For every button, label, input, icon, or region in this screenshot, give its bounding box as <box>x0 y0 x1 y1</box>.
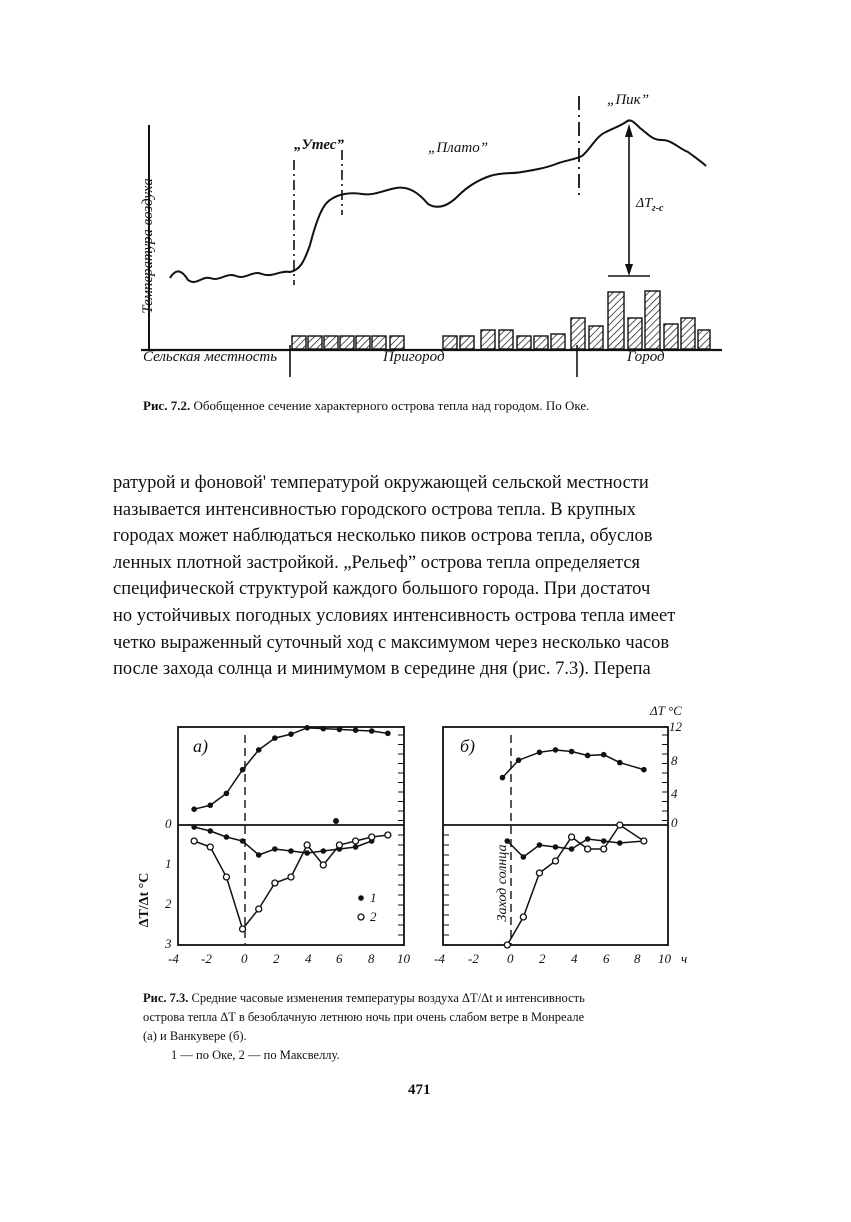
body-line: специфической структурой каждого большого города. При достаточ <box>113 579 651 600</box>
panel-a-series-line <box>194 728 388 809</box>
panel-b-point-filled <box>617 760 623 766</box>
x-tick-b: 10 <box>658 951 671 966</box>
building-bar <box>589 326 603 349</box>
panel-a-point-open <box>288 874 294 880</box>
fig73-caption-line4: 1 — по Оке, 2 — по Максвеллу. <box>171 1048 340 1062</box>
delta-t-arrow-bottom <box>625 264 633 276</box>
fig73-caption-line1 <box>143 989 743 1008</box>
fig73-caption <box>143 989 743 1065</box>
panel-b-point-filled <box>553 747 559 753</box>
panel-b-series-line <box>507 839 644 857</box>
panel-b-point-filled <box>521 854 527 860</box>
building-bar <box>517 336 531 349</box>
panel-b-point-filled <box>500 775 506 781</box>
panel-b-point-filled <box>585 836 591 842</box>
body-line: ратурой и фоновой' температурой окружающей сельской местности <box>113 473 649 493</box>
panel-a-series-line <box>194 827 372 855</box>
panel-a-point-filled <box>272 846 278 852</box>
body-line: но устойчивых погодных условиях интенсивность острова тепла имеет <box>113 605 676 626</box>
panel-a-point-filled <box>353 727 359 733</box>
panel-b-point-open <box>585 846 591 852</box>
page-number: 471 <box>408 1082 431 1098</box>
panel-b-point-open <box>641 838 647 844</box>
panel-a-point-open <box>353 838 359 844</box>
panel-b-point-filled <box>537 750 543 756</box>
panel-a-point-filled <box>240 767 246 773</box>
panel-b-point-filled <box>569 846 575 852</box>
x-tick-b: 2 <box>539 951 546 966</box>
panel-b-series-line <box>507 825 644 945</box>
panel-a-point-filled <box>369 728 375 734</box>
panel-a-point-filled <box>304 850 310 856</box>
panel-b-label: б) <box>460 736 476 756</box>
x-tick-b: -2 <box>468 951 479 966</box>
fig73-caption-text1: Средние часовые изменения температуры воздуха ΔT/Δt и интенсивность <box>191 991 585 1005</box>
sunset-label: Заход солнца <box>495 844 510 922</box>
x-tick-a: 6 <box>336 951 343 966</box>
fig73-ticks <box>398 735 668 935</box>
panel-b-point-filled <box>601 752 607 758</box>
panel-a-point-filled <box>304 725 310 731</box>
body-paragraph <box>113 470 773 683</box>
panel-b-frame <box>443 727 668 945</box>
panel-a-point-filled <box>320 848 326 854</box>
body-line: городах может наблюдаться несколько пиков острова тепла, обуслов <box>113 526 653 547</box>
x-tick-b: -4 <box>434 951 445 966</box>
label-cliff: „Утес” <box>294 137 345 153</box>
legend-2-label: 2 <box>370 909 377 924</box>
panel-a-point-open <box>336 842 342 848</box>
building-bar <box>499 330 513 349</box>
fig73-caption-line3: (а) и Ванкувере (б). <box>143 1029 247 1043</box>
panel-b-point-filled <box>641 838 647 844</box>
body-line: ленных плотной застройкой. „Рельеф” острова тепла определяется <box>113 552 641 573</box>
panel-a-point-filled <box>353 844 359 850</box>
panel-b-point-filled <box>553 844 559 850</box>
panel-a-point-filled <box>207 802 213 808</box>
panel-a-point-filled <box>288 731 294 737</box>
building-bar <box>390 336 404 349</box>
building-bar <box>698 330 710 349</box>
panel-a-point-filled <box>256 852 262 858</box>
x-tick-a: 0 <box>241 951 248 966</box>
x-tick-b: 0 <box>507 951 514 966</box>
panel-b-point-open <box>553 858 559 864</box>
label-plateau: „Плато” <box>428 140 489 156</box>
building-bar <box>356 336 370 349</box>
building-bar <box>645 291 660 349</box>
delta-t-arrow-top <box>625 124 633 137</box>
left-axis-label: ΔT/Δt °C <box>137 872 152 928</box>
left-tick-label: 0 <box>165 816 172 831</box>
delta-t-label-main: ΔT <box>636 196 653 211</box>
building-bars <box>292 291 710 349</box>
x-tick-a: -4 <box>168 951 179 966</box>
building-bar <box>340 336 354 349</box>
x-tick-a: -2 <box>201 951 212 966</box>
panel-b-point-filled <box>601 838 607 844</box>
left-tick-label: 1 <box>165 856 172 871</box>
fig73-caption-num: Рис. 7.3. <box>143 991 189 1005</box>
stray-dot <box>333 818 339 824</box>
panel-b-point-filled <box>641 767 647 773</box>
zone-label-suburb: Пригород <box>383 349 445 365</box>
fig72-caption-num: Рис. 7.2. <box>143 398 191 413</box>
building-bar <box>681 318 695 349</box>
panel-b-point-filled <box>617 840 623 846</box>
panel-b-point-filled <box>516 757 522 763</box>
panel-a-point-open <box>256 906 262 912</box>
panel-a-point-filled <box>385 731 391 737</box>
left-tick-label: 3 <box>165 936 172 951</box>
panel-b-point-open <box>520 914 526 920</box>
panel-a-point-filled <box>256 747 262 753</box>
x-tick-a: 8 <box>368 951 375 966</box>
zone-label-rural: Сельская местность <box>143 349 278 365</box>
right-tick-label: 12 <box>669 719 682 734</box>
panel-a-point-open <box>240 926 246 932</box>
fig73-series <box>191 725 647 948</box>
panel-b-point-open <box>536 870 542 876</box>
panel-a-point-open <box>385 832 391 838</box>
panel-a-point-filled <box>224 834 230 840</box>
body-line: после захода солнца и минимумом в середине дня (рис. 7.3). Перепа <box>113 659 651 680</box>
x-tick-a: 10 <box>397 951 410 966</box>
x-tick-a: 4 <box>305 951 312 966</box>
delta-t-label <box>636 196 663 214</box>
right-tick-label: 0 <box>671 815 678 830</box>
x-tick-b: 8 <box>634 951 641 966</box>
building-bar <box>372 336 386 349</box>
panel-a-series-line <box>194 835 388 929</box>
left-tick-label: 2 <box>165 896 172 911</box>
x-tick-b: 6 <box>603 951 610 966</box>
panel-a-point-filled <box>337 846 343 852</box>
panel-b-series-line <box>502 750 643 778</box>
panel-b-point-filled <box>585 753 591 759</box>
building-bar <box>481 330 495 349</box>
fig72-y-axis-label: Температура воздуха <box>140 178 156 314</box>
right-tick-label: 4 <box>671 786 678 801</box>
panel-b-point-open <box>504 942 510 948</box>
x-tick-b: 4 <box>571 951 578 966</box>
right-tick-label: 8 <box>671 753 678 768</box>
panel-a-point-filled <box>369 838 375 844</box>
x-tick-a: 2 <box>273 951 280 966</box>
legend-1-label: 1 <box>370 890 377 905</box>
legend-1-marker <box>358 895 364 901</box>
panel-a-point-filled <box>320 726 326 732</box>
fig72-caption <box>143 396 589 415</box>
panel-a-point-filled <box>224 791 230 797</box>
building-bar <box>460 336 474 349</box>
panel-b-point-filled <box>569 749 575 755</box>
right-axis-unit: ΔT °C <box>650 703 682 718</box>
building-bar <box>608 292 624 349</box>
building-bar <box>534 336 548 349</box>
panel-a-point-filled <box>191 806 197 812</box>
panel-a-point-open <box>223 874 229 880</box>
panel-a-point-open <box>304 842 310 848</box>
body-line: четко выраженный суточный ход с максимумом через несколько часов <box>113 632 670 653</box>
fig73-caption-line2: острова тепла ΔT в безоблачную летнюю ночь при очень слабом ветре в Монреале <box>143 1010 585 1024</box>
panel-a-label: а) <box>193 736 208 756</box>
panel-b-point-filled <box>537 842 543 848</box>
building-bar <box>292 336 306 349</box>
panel-a-point-open <box>369 834 375 840</box>
body-line: называется интенсивностью городского острова тепла. В крупных <box>113 499 636 520</box>
panel-a-point-filled <box>240 838 246 844</box>
fig72-caption-text: Обобщенное сечение характерного острова тепла над городом. По Оке. <box>193 398 590 413</box>
building-bar <box>628 318 642 349</box>
panel-a-point-filled <box>272 735 278 741</box>
panel-b-point-open <box>617 822 623 828</box>
building-bar <box>443 336 457 349</box>
panel-a-point-open <box>320 862 326 868</box>
panel-a-point-open <box>207 844 213 850</box>
building-bar <box>664 324 678 349</box>
building-bar <box>308 336 322 349</box>
hour-unit: ч <box>681 951 688 966</box>
panel-b-point-open <box>569 834 575 840</box>
panel-a-point-filled <box>191 824 197 830</box>
panel-a-point-filled <box>207 828 213 834</box>
panel-b-point-open <box>601 846 607 852</box>
panel-a-point-filled <box>288 848 294 854</box>
panel-a-point-open <box>272 880 278 886</box>
zone-label-city: Город <box>627 349 665 365</box>
panel-a-point-open <box>191 838 197 844</box>
building-bar <box>571 318 585 349</box>
legend-2-marker <box>358 914 364 920</box>
panel-a-point-filled <box>337 727 343 733</box>
delta-t-label-sub: г-с <box>652 202 664 214</box>
label-peak: „Пик” <box>607 92 650 108</box>
building-bar <box>324 336 338 349</box>
building-bar <box>551 334 565 349</box>
